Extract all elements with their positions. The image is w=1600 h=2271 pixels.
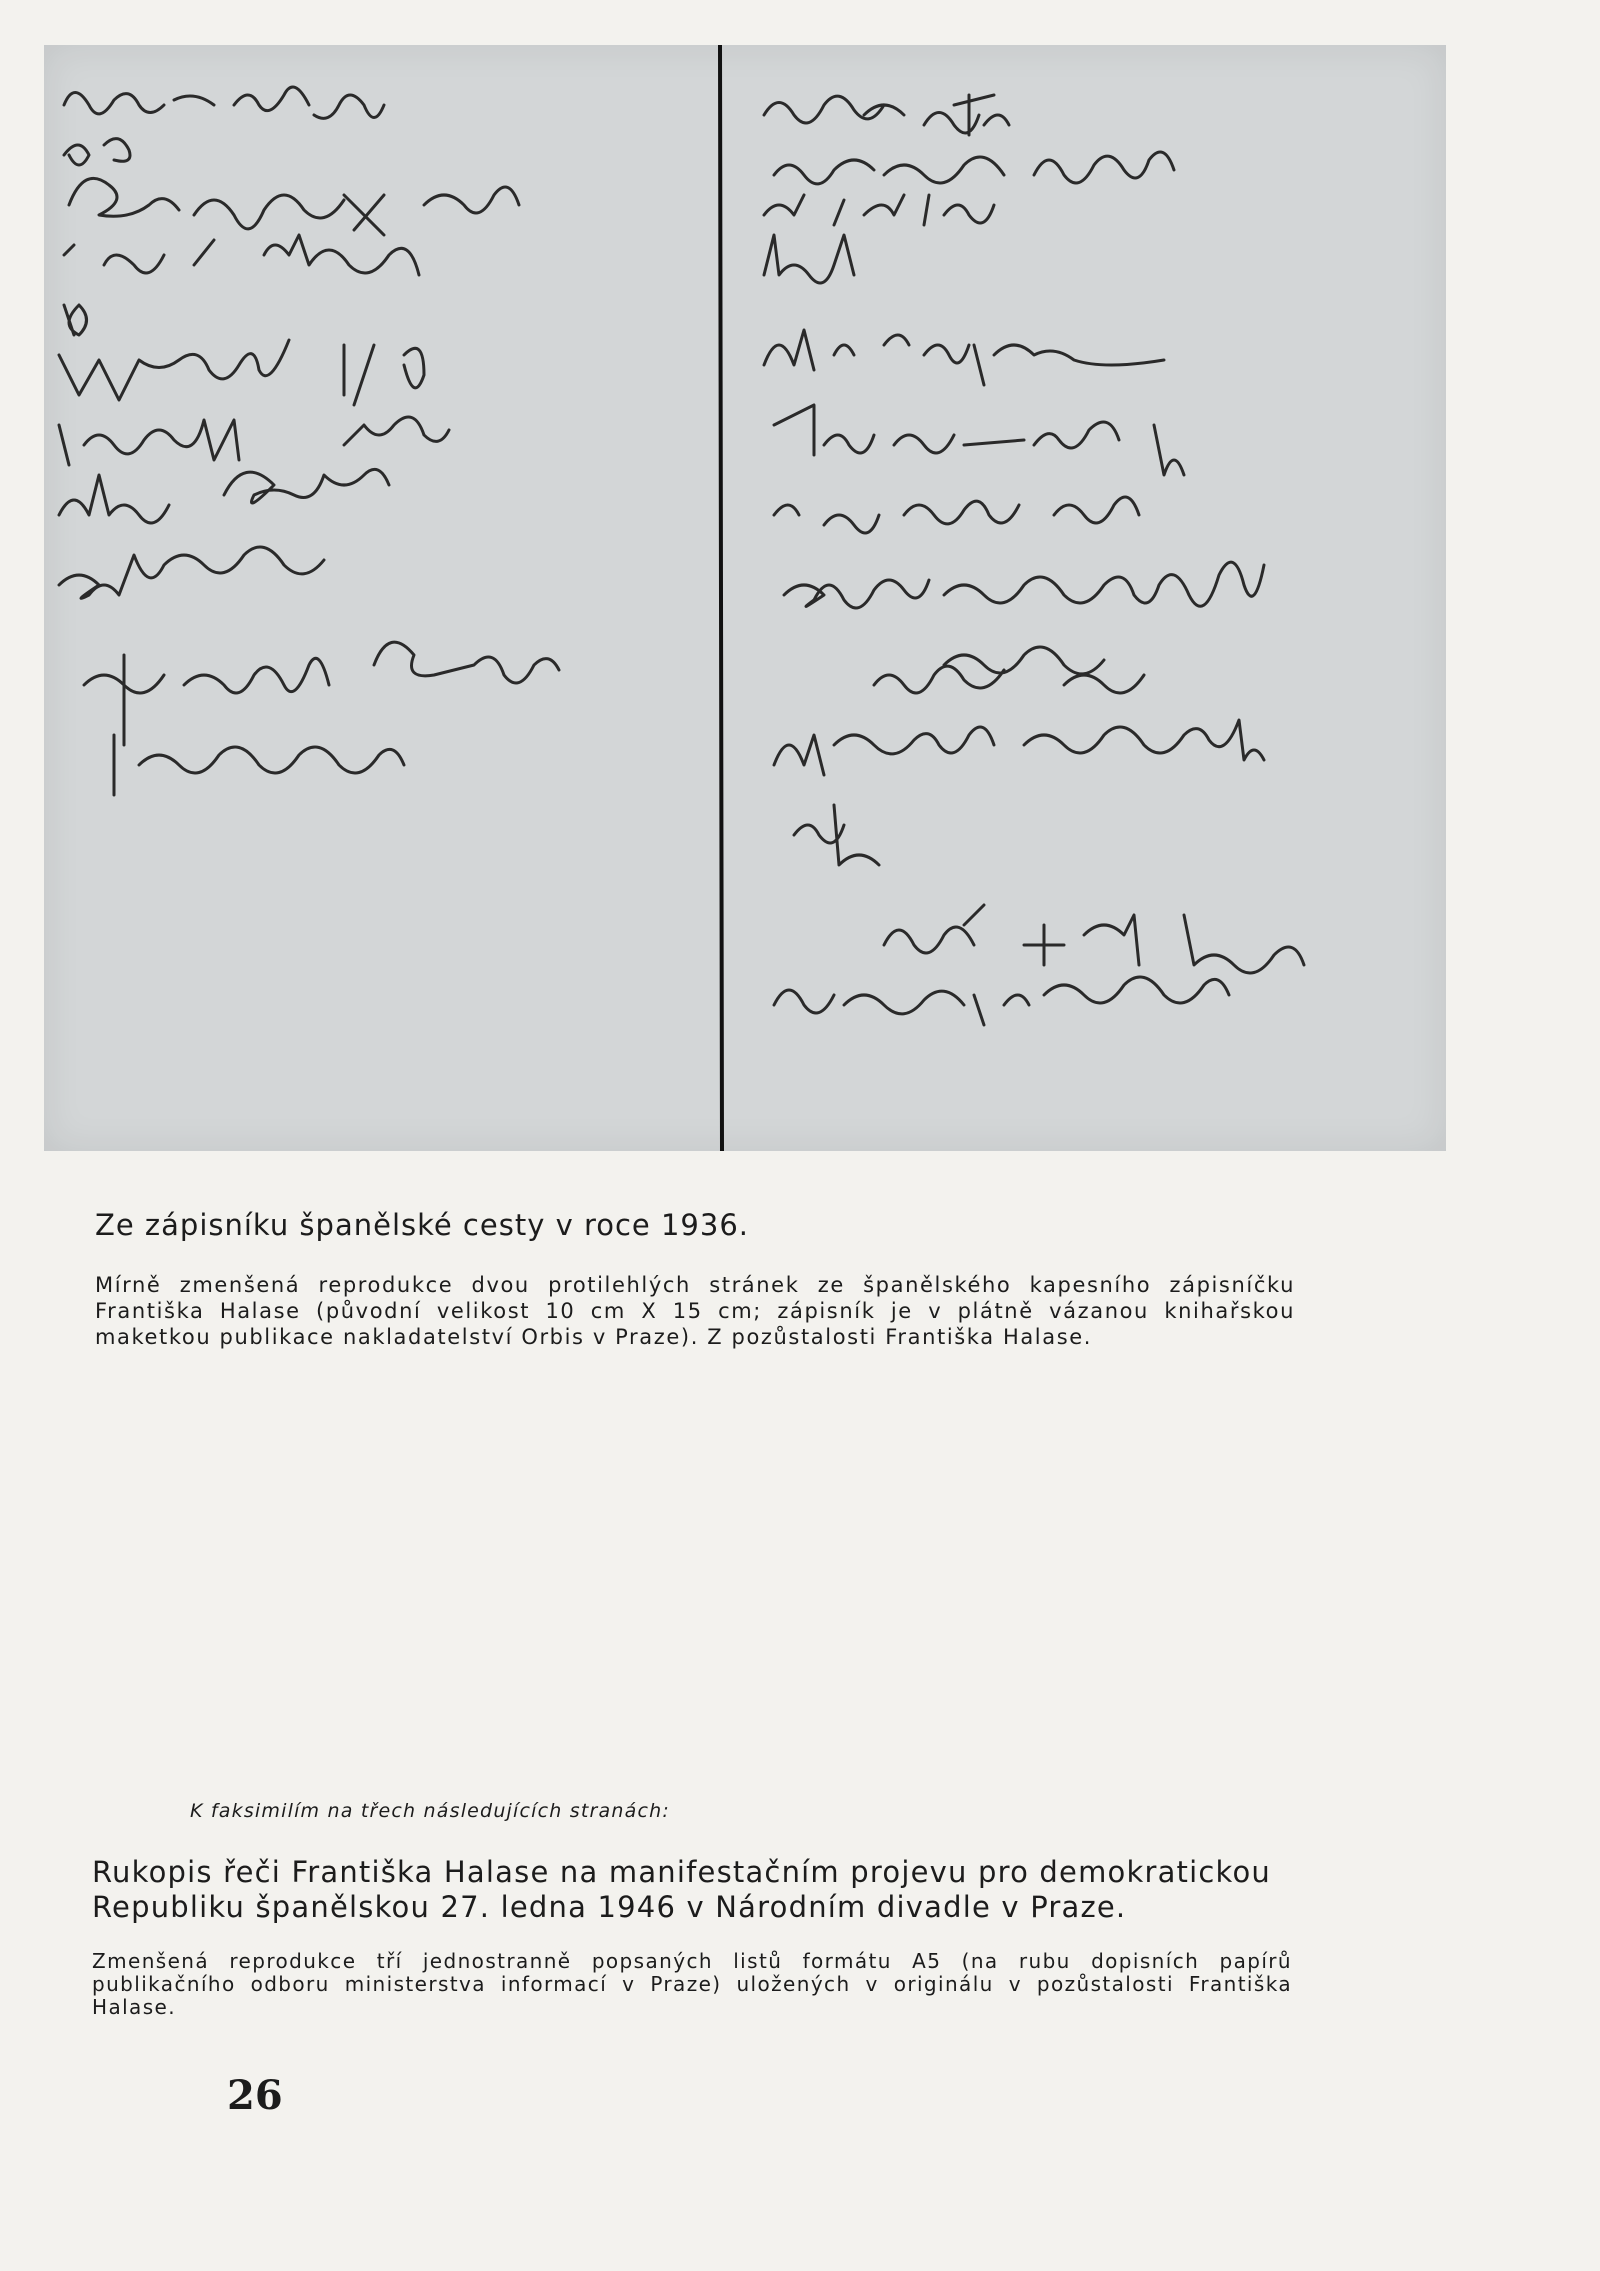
speech-manuscript-title: Rukopis řeči Františka Halase na manifestačním projevu pro demokratickou Republiku španělskou 27. ledna 1946 v Národním divadle v Praze. bbox=[92, 1855, 1272, 1924]
right-page-handwriting bbox=[764, 95, 1304, 1025]
notebook-facsimile bbox=[44, 45, 1446, 1151]
facsimile-caption-body: Mírně zmenšená reprodukce dvou protilehlých stránek ze španělského kapesního zápisníčku Františka Halase (původní velikost 10 cm X 15 cm; zápisník je v plátně vázanou knihařskou maketkou publikace nakladatelství Orbis v Praze). Z pozůstalosti Františka Halase. bbox=[95, 1273, 1295, 1349]
notebook-spread-image bbox=[44, 45, 1446, 1151]
facsimile-note-heading: K faksimilím na třech následujících stranách: bbox=[190, 1800, 670, 1822]
facsimile-caption-title: Ze zápisníku španělské cesty v roce 1936. bbox=[95, 1208, 750, 1242]
left-page-handwriting bbox=[59, 87, 559, 795]
page-number: 26 bbox=[227, 2072, 283, 2119]
speech-manuscript-description: Zmenšená reprodukce tří jednostranně popsaných listů formátu A5 (na rubu dopisních papírů publikačního odboru ministerstva informací v Praze) uložených v originálu v pozůstalosti Františka Halase. bbox=[92, 1949, 1292, 2019]
